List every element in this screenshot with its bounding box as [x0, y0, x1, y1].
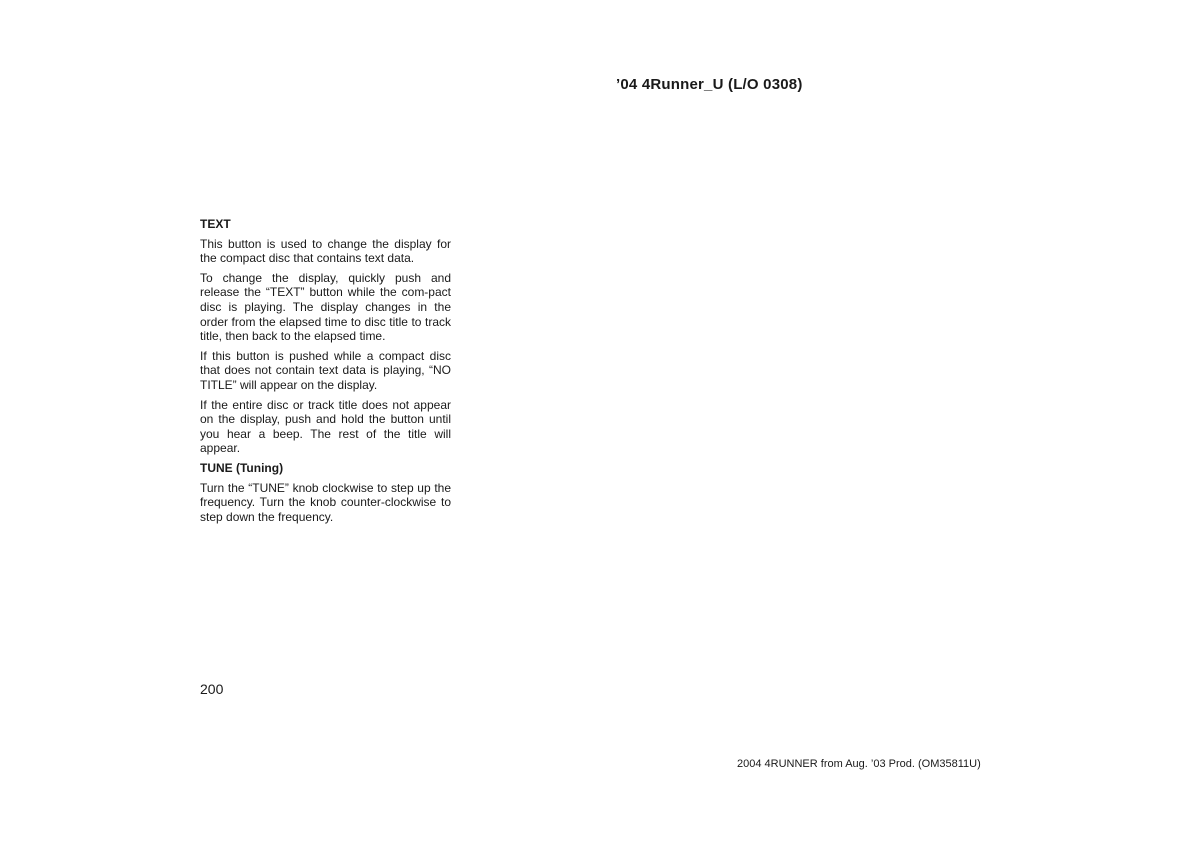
- text-paragraph-1: This button is used to change the display for the compact disc that contains text data.: [200, 236, 451, 266]
- document-footer: 2004 4RUNNER from Aug. ’03 Prod. (OM35811U): [737, 758, 981, 770]
- section-heading-text: TEXT: [200, 217, 231, 231]
- text-paragraph-2: To change the display, quickly push and release the “TEXT” button while the com-pact disc is playing. The display changes in the order from the elapsed time to disc title to track title, then back to the elapsed time.: [200, 270, 451, 344]
- manual-content-column: [200, 217, 451, 529]
- document-header-title: ’04 4Runner_U (L/O 0308): [616, 76, 803, 93]
- text-paragraph-4: If the entire disc or track title does not appear on the display, push and hold the button until you hear a beep. The rest of the title will appear.: [200, 397, 451, 456]
- tune-paragraph-1: Turn the “TUNE” knob clockwise to step up the frequency. Turn the knob counter-clockwise to step down the frequency.: [200, 480, 451, 524]
- section-heading-tune: TUNE (Tuning): [200, 460, 284, 475]
- page-number: 200: [200, 681, 224, 697]
- text-paragraph-3: If this button is pushed while a compact disc that does not contain text data is playing, “NO TITLE” will appear on the display.: [200, 348, 451, 392]
